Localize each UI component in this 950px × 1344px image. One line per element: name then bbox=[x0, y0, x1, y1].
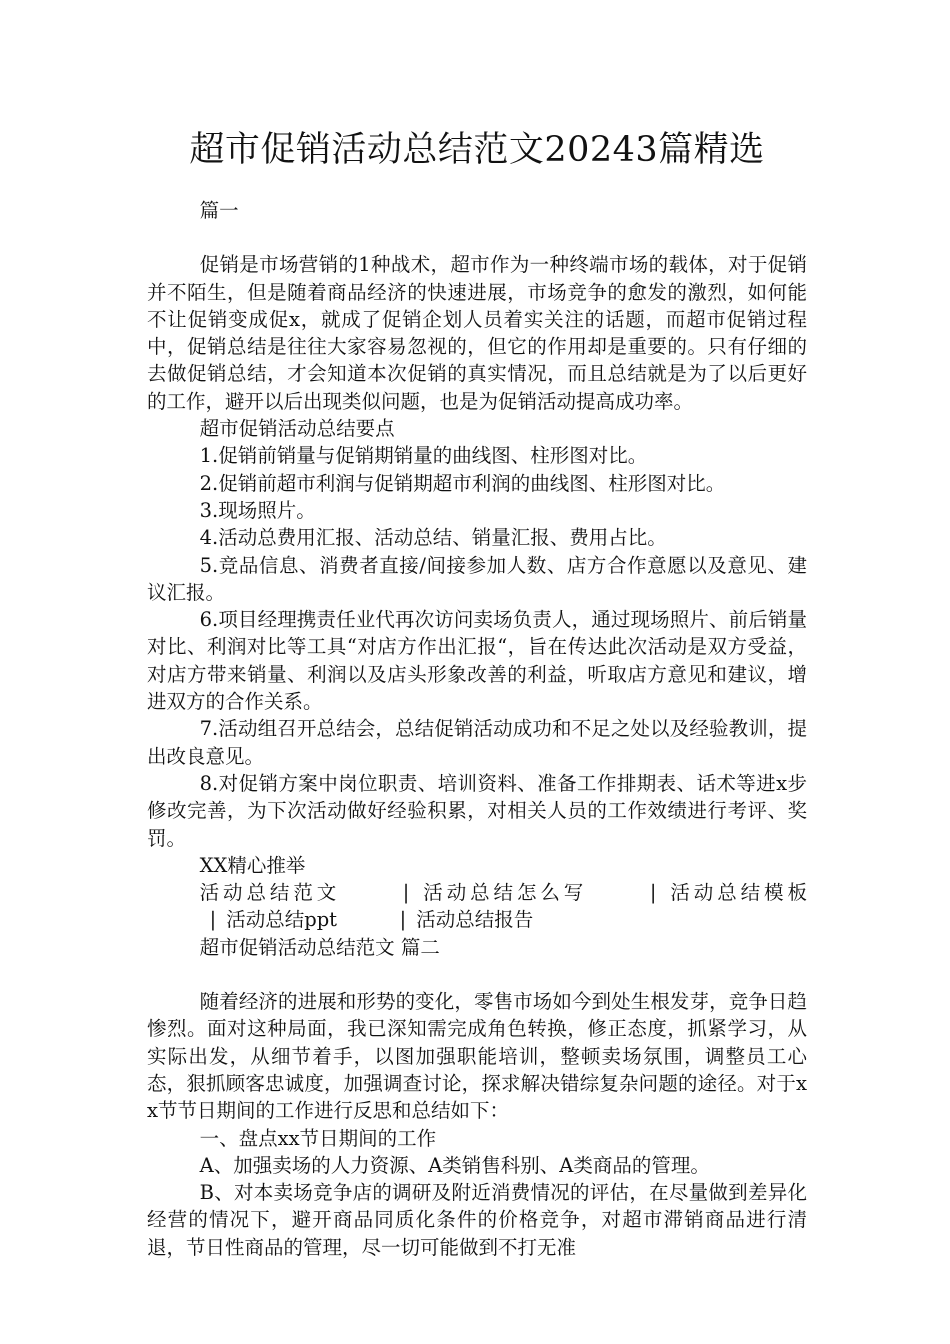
sub-heading-1: 一、盘点xx节日期间的工作 bbox=[199, 1126, 437, 1150]
point-item-4: 4.活动总费用汇报、活动总结、销量汇报、费用占比。 bbox=[199, 526, 667, 550]
point-item-2: 2.促销前超市利润与促销期超市利润的曲线图、柱形图对比。 bbox=[199, 471, 726, 495]
recommend-link-5[interactable]: 活动总结报告 bbox=[416, 908, 534, 932]
link-separator: | bbox=[402, 881, 410, 905]
recommend-heading: XX精心推举 bbox=[199, 853, 306, 877]
item-b: B、对本卖场竞争店的调研及附近消费情况的评估，在尽量做到差异化经营的情况下，避开商品同质化条件的价格竞争，对超市滞销商品进行清退，节日性商品的管理，尽一切可能做到不打无准 bbox=[147, 1181, 807, 1259]
recommend-links bbox=[147, 879, 807, 934]
link-separator: | bbox=[209, 908, 217, 932]
point-item-5: 5.竞品信息、消费者直接/间接参加人数、店方合作意愿以及意见、建议汇报。 bbox=[147, 553, 807, 604]
point-item-8: 8.对促销方案中岗位职责、培训资料、准备工作排期表、话术等进x步修改完善，为下次活动做好经验积累，对相关人员的工作效绩进行考评、奖罚。 bbox=[147, 771, 807, 850]
link-separator: | bbox=[399, 908, 407, 932]
recommend-link-1[interactable]: 活动总结范文 bbox=[199, 881, 341, 905]
recommend-link-4[interactable]: 活动总结ppt bbox=[226, 908, 338, 932]
point-item-7: 7.活动组召开总结会，总结促销活动成功和不足之处以及经验教训，提出改良意见。 bbox=[147, 717, 807, 768]
document-body bbox=[147, 197, 807, 1261]
recommend-link-3[interactable]: 活动总结模板 bbox=[666, 881, 807, 905]
document-title: 超市促销活动总结范文20243篇精选 bbox=[189, 130, 765, 170]
points-heading: 超市促销活动总结要点 bbox=[199, 417, 395, 441]
point-item-1: 1.促销前销量与促销期销量的曲线图、柱形图对比。 bbox=[199, 444, 648, 468]
link-separator: | bbox=[649, 881, 657, 905]
section-heading-2: 超市促销活动总结范文 篇二 bbox=[199, 935, 440, 959]
point-item-3: 3.现场照片。 bbox=[199, 498, 316, 522]
recommend-link-2[interactable]: 活动总结怎么写 bbox=[419, 881, 588, 905]
intro-paragraph: 促销是市场营销的1种战术，超市作为一种终端市场的载体，对于促销并不陌生，但是随着商品经济的快速进展，市场竞争的愈发的激烈，如何能不让促销变成促x，就成了促销企划人员着实关注的话题，而超市促销过程中，促销总结是往往大家容易忽视的，但它的作用却是重要的。只有仔细的去做促销总结，才会知道本次促销的真实情况，而且总结就是为了以后更好的工作，避开以后出现类似问题，也是为促销活动提高成功率。 bbox=[147, 253, 807, 413]
item-a: A、加强卖场的人力资源、A类销售科别、A类商品的管理。 bbox=[199, 1153, 710, 1177]
section2-intro-paragraph: 随着经济的进展和形势的变化，零售市场如今到处生根发芽，竞争日趋惨烈。面对这种局面，我已深知需完成角色转换，修正态度，抓紧学习，从实际出发，从细节着手，以图加强职能培训，整顿卖场氛围，调整员工心态，狠抓顾客忠诚度，加强调查讨论，探求解决错综复杂问题的途径。对于xx节节日期间的工作进行反思和总结如下： bbox=[147, 990, 807, 1123]
section-heading-1: 篇一 bbox=[199, 199, 239, 222]
point-item-6: 6.项目经理携责任业代再次访问卖场负责人，通过现场照片、前后销量对比、利润对比等工具“对店方作出汇报“，旨在传达此次活动是双方受益，对店方带来销量、利润以及店头形象改善的利益，听取店方意见和建议，增进双方的合作关系。 bbox=[147, 608, 807, 714]
